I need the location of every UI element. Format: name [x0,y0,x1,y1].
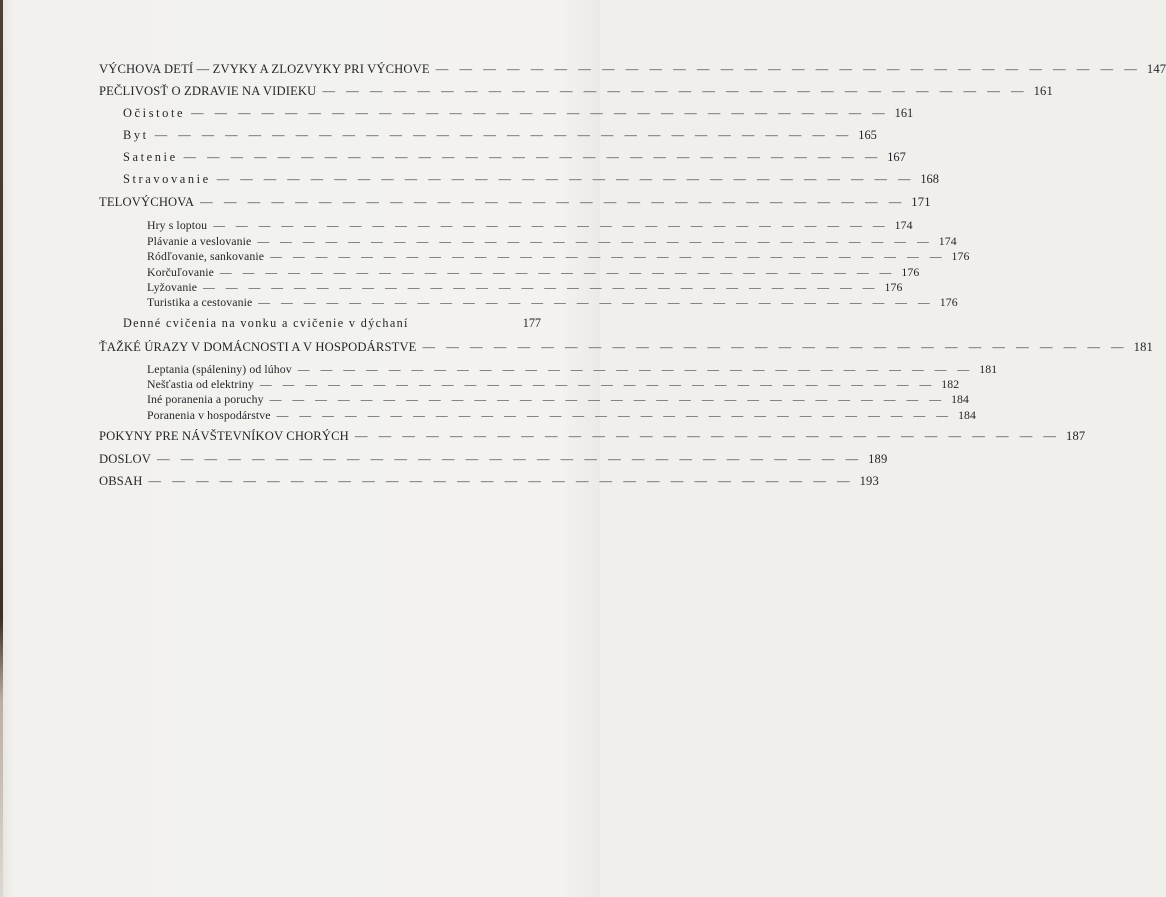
toc-entry-page: 182 [941,377,960,391]
toc-dash-leader: — — — — — — — — — — — — — — — — — — — — — — — — — — — — — — [156,452,863,466]
toc-entry [123,150,906,165]
toc-entry-page: 171 [911,195,931,209]
toc-entry [147,234,957,249]
toc-entry [123,172,939,187]
toc-dash-leader: — — — — — — — — — — — — — — — — — — — — — — — — — — — — — — [203,280,879,294]
toc-entry-page: 147 [1146,62,1166,76]
toc-dash-leader: — — — — — — — — — — — — — — — — — — — — — — — — — — — — — — [258,295,934,309]
toc-entry-page: 176 [901,265,920,279]
toc-entry-title: Plávanie a veslovanie [147,234,252,248]
toc-entry-page: 165 [858,128,877,142]
toc-entry-title: Lyžovanie [147,280,198,294]
toc-entry-page: 167 [887,150,906,164]
toc-dash-leader: — — — — — — — — — — — — — — — — — — — — — — — — — — — — — — [213,218,889,232]
toc-dash-leader: — — — — — — — — — — — — — — — — — — — — — — — — — — — — — — [257,234,933,248]
toc-entry-page: 174 [938,234,957,248]
toc-dash-leader: — — — — — — — — — — — — — — — — — — — — — — — — — — — — — — [259,377,936,391]
toc-entry [99,62,1166,77]
toc-entry-title: POKYNY PRE NÁVŠTEVNÍKOV CHORÝCH [99,429,349,443]
toc-entry-title: OBSAH [99,474,143,488]
toc-entry-page: 176 [951,249,970,263]
toc-entry-title: VÝCHOVA DETÍ — ZVYKY A ZLOZVYKY PRI VÝCHOVE [99,62,430,76]
toc-dash-leader: — — — — — — — — — — — — — — — — — — — — — — — — — — — — — — [154,128,853,142]
toc-entry [99,452,888,467]
toc-entry-page: 187 [1066,429,1086,443]
toc-entry-page: 189 [868,452,888,466]
toc-entry-title: Satenie [123,150,178,164]
toc-entry [99,84,1053,99]
toc-entry [147,295,958,310]
toc-dash-leader: — — — — — — — — — — — — — — — — — — — — — — — — — — — — — — [200,195,906,209]
toc-entry [147,377,960,392]
toc-entry-title: ŤAŽKÉ ÚRAZY V DOMÁCNOSTI A V HOSPODÁRSTVE [99,340,417,354]
toc-dash-leader: — — — — — — — — — — — — — — — — — — — — — — — — — — — — — — [216,172,915,186]
toc-entry [123,316,541,331]
toc-entry-title: Poranenia v hospodárstve [147,408,271,422]
toc-dash-leader: — — — — — — — — — — — — — — — — — — — — — — — — — — — — — — [269,392,946,406]
toc-dash-leader: — — — — — — — — — — — — — — — — — — — — — — — — — — — — — — [183,150,882,164]
toc-entry-title: PEČLIVOSŤ O ZDRAVIE NA VIDIEKU [99,84,317,98]
toc-dash-leader: — — — — — — — — — — — — — — — — — — — — — — — — — — — — — — [191,106,889,120]
toc-entry [147,249,970,264]
toc-entry [99,195,931,210]
toc-entry-page: 161 [1033,84,1053,98]
toc-dash-leader: — — — — — — — — — — — — — — — — — — — — — — — — — — — — — — [354,429,1061,443]
toc-entry [99,340,1153,355]
toc-entry-page: 181 [1133,340,1153,354]
toc-entry [147,265,920,280]
toc-dash-leader: — — — — — — — — — — — — — — — — — — — — — — — — — — — — — — [435,62,1141,76]
toc-entry [99,474,879,489]
toc-dash-leader: — — — — — — — — — — — — — — — — — — — — — — — — — — — — — — [148,474,854,488]
toc-entry [147,408,977,423]
toc-entry-page: 161 [894,106,914,120]
toc-entry-title: Byt [123,128,149,142]
toc-entry-page: 174 [894,218,913,232]
toc-entry-page: 184 [951,392,970,406]
toc-dash-leader: — — — — — — — — — — — — — — — — — — — — — — — — — — — — — — [219,265,896,279]
toc-entry-page: 176 [939,295,958,309]
toc-dash-leader: — — — — — — — — — — — — — — — — — — — — — — — — — — — — — — [322,84,1028,98]
toc-entry-page: 184 [958,408,977,422]
toc-entry-title: DOSLOV [99,452,151,466]
toc-entry-title: Denné cvičenia na vonku a cvičenie v dýchaní [123,316,409,330]
toc-entry-page: 177 [522,316,541,330]
toc-entry [147,218,913,233]
toc-entry-title: Iné poranenia a poruchy [147,392,264,406]
toc-dash-leader: — — — — — — — — — — — — — — — — — — — — — — — — — — — — — — [297,362,974,376]
toc-entry-title: Leptania (spáleniny) od lúhov [147,362,292,376]
toc-entry-title: Turistika a cestovanie [147,295,253,309]
toc-entry-title: Korčuľovanie [147,265,214,279]
toc-entry [147,280,903,295]
toc-entry-title: Stravovanie [123,172,211,186]
toc-entry-title: Očistote [123,106,186,120]
toc-dash-leader: — — — — — — — — — — — — — — — — — — — — — — — — — — — — — — [276,408,953,422]
toc-entry-page: 193 [859,474,879,488]
toc-entry-page: 176 [884,280,903,294]
toc-entry-page: 168 [920,172,939,186]
toc-entry [147,362,998,377]
toc-dash-leader: — — — — — — — — — — — — — — — — — — — — — — — — — — — — — — [270,249,946,263]
toc-entry-title: Nešťastia od elektriny [147,377,254,391]
toc-entry-title: TELOVÝCHOVA [99,195,195,209]
toc-entry [147,392,970,407]
toc-entry-title: Hry s loptou [147,218,208,232]
toc-entry-page: 181 [979,362,998,376]
toc-entry-title: Ródľovanie, sankovanie [147,249,265,263]
toc-entry [123,128,877,143]
toc-dash-leader: — — — — — — — — — — — — — — — — — — — — — — — — — — — — — — [422,340,1128,354]
toc-entry [99,429,1086,444]
toc-entry [123,106,914,121]
